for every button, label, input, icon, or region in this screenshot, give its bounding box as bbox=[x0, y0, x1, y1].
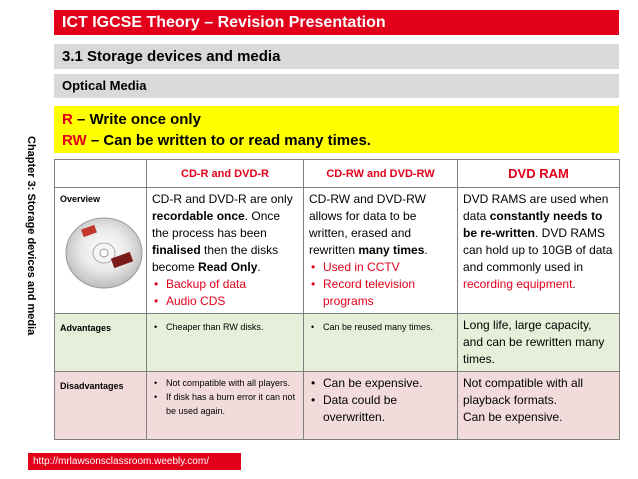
section-subtitle: 3.1 Storage devices and media bbox=[54, 44, 619, 69]
list-item: • Used in CCTV bbox=[309, 259, 452, 276]
list-item: • Can be reused many times. bbox=[309, 320, 452, 334]
website-link[interactable]: http://mrlawsonsclassroom.weebly.com/ bbox=[28, 453, 241, 470]
list-item: • If disk has a burn error it can not be used again. bbox=[152, 390, 298, 418]
header-cdr: CD-R and DVD-R bbox=[147, 160, 304, 188]
disadvantages-cdr bbox=[147, 372, 304, 440]
table-header-row bbox=[55, 160, 620, 188]
definition-rw: RW – Can be written to or read many times. bbox=[62, 132, 371, 149]
header-cdrw: CD-RW and DVD-RW bbox=[304, 160, 458, 188]
header-empty bbox=[55, 160, 147, 188]
row-label: Overview bbox=[60, 194, 101, 204]
cd-disc-icon bbox=[64, 215, 144, 291]
table-row bbox=[55, 372, 620, 440]
topic-heading: Optical Media bbox=[54, 74, 619, 98]
cdr-uses-list bbox=[152, 276, 298, 310]
overview-dvdram: DVD RAMS are used when data constantly needs to be re-written. DVD RAMS can hold up to 10GB of data and commonly used in recording equipment. bbox=[458, 188, 620, 314]
list-item: • Data could be overwritten. bbox=[309, 392, 452, 426]
header-dvdram: DVD RAM bbox=[458, 160, 620, 188]
list-item: • Backup of data bbox=[152, 276, 298, 293]
table-row bbox=[55, 314, 620, 372]
row-label: Disadvantages bbox=[55, 372, 147, 440]
list-item: • Can be expensive. bbox=[309, 375, 452, 392]
key-definitions bbox=[54, 106, 619, 153]
disadvantages-cdrw bbox=[304, 372, 458, 440]
list-item: • Record television programs bbox=[309, 276, 452, 310]
cdrw-uses-list bbox=[309, 259, 452, 310]
definition-r: R – Write once only bbox=[62, 111, 201, 128]
row-label: Advantages bbox=[55, 314, 147, 372]
presentation-title: ICT IGCSE Theory – Revision Presentation bbox=[54, 10, 619, 35]
overview-cdrw: CD-RW and DVD-RW allows for data to be written, erased and rewritten many times. • Used in CCTV • Record television programs bbox=[304, 188, 458, 314]
disadvantages-dvdram: Not compatible with all playback formats. Can be expensive. bbox=[458, 372, 620, 440]
overview-cell bbox=[55, 188, 147, 314]
list-item: • Not compatible with all players. bbox=[152, 376, 298, 390]
chapter-side-label: Chapter 3: Storage devices and media bbox=[25, 136, 37, 336]
list-item: • Audio CDS bbox=[152, 293, 298, 310]
list-item: • Cheaper than RW disks. bbox=[152, 320, 298, 334]
overview-cdr: CD-R and DVD-R are only recordable once. Once the process has been finalised then the disks become Read Only. • Backup of data • Audio CDS bbox=[147, 188, 304, 314]
table-row bbox=[55, 188, 620, 314]
advantages-dvdram: Long life, large capacity, and can be rewritten many times. bbox=[458, 314, 620, 372]
advantages-cdr bbox=[147, 314, 304, 372]
advantages-cdrw bbox=[304, 314, 458, 372]
comparison-table bbox=[54, 159, 620, 440]
